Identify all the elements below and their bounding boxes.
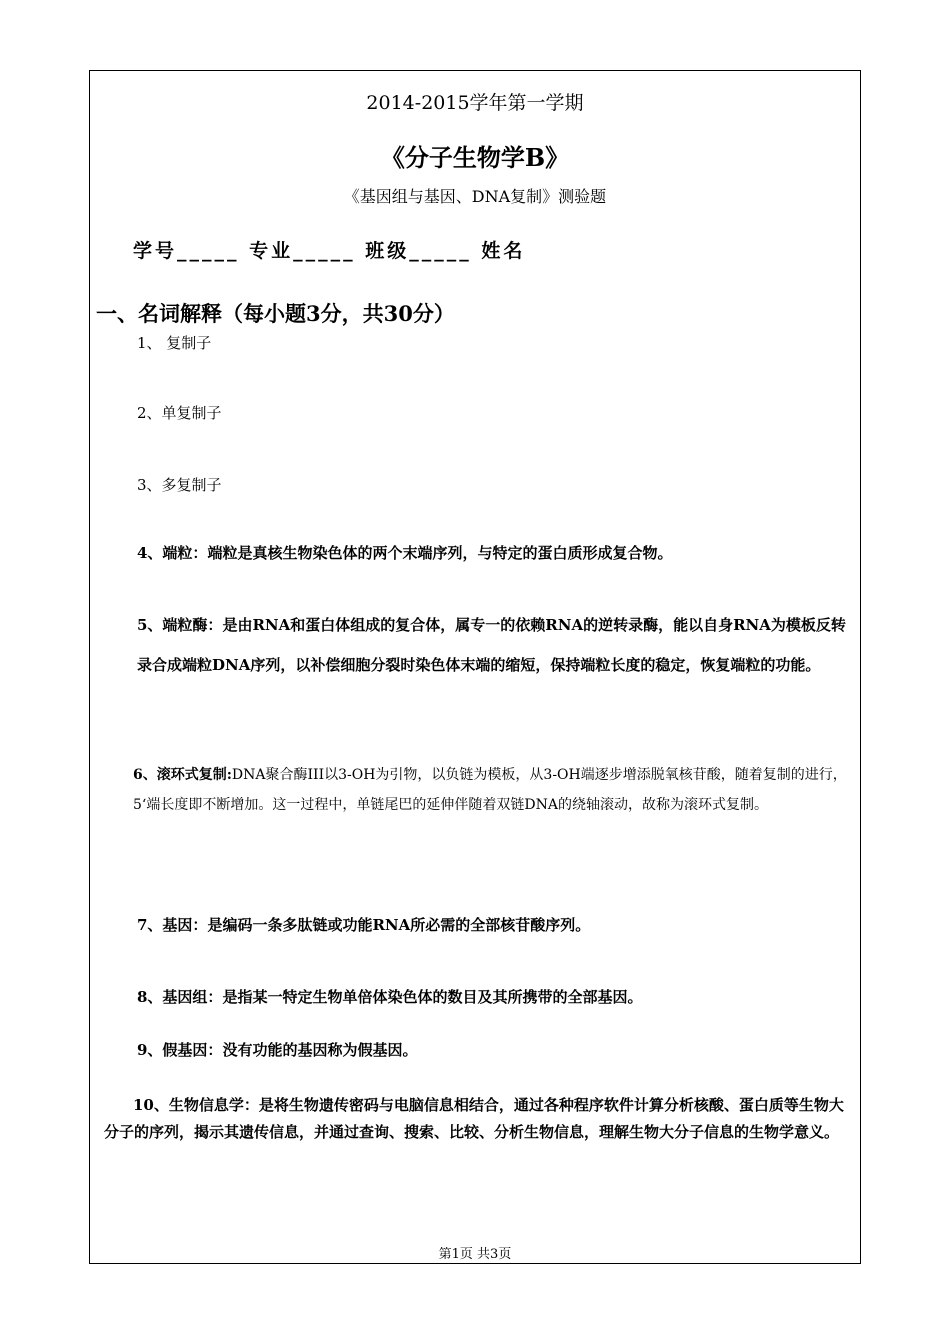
question-5 [137,605,855,685]
page-number: 第1页 共3页 [438,1247,512,1262]
question-8-answer: 是指某一特定生物单倍体染色体的数目及其所携带的全部基因。 [222,988,643,1006]
question-4-answer: 端粒是真核生物染色体的两个末端序列，与特定的蛋白质形成复合物。 [207,544,673,562]
question-5-answer: 是由RNA和蛋白体组成的复合体，属专一的依赖RNA的逆转录酶，能以自身RNA为模板反转录合成端粒DNA序列，以补偿细胞分裂时染色体末端的缩短，保持端粒长度的稳定，恢复端粒的功能。 [137,616,846,674]
question-7-answer: 是编码一条多肽链或功能RNA所必需的全部核苷酸序列。 [207,916,591,934]
question-2: 2、单复制子 [137,404,222,422]
question-3: 3、多复制子 [137,476,222,494]
section-title: 一、名词解释（每小题3分，共30分） [96,301,455,326]
question-4-label: 4、端粒： [137,544,208,562]
question-6-answer: DNA聚合酶III以3-OH为引物，以负链为模板，从3-OH端逐步增添脱氧核苷酸，随着复制的进行，5‘端长度即不断增加。这一过程中，单链尾巴的延伸伴随着双链DNA的绕轴滚动，故称为滚环式复制。 [133,767,847,813]
question-9-label: 9、假基因： [137,1041,223,1059]
question-8 [137,977,849,1017]
question-1: 1、 复制子 [137,334,212,352]
question-9-answer: 没有功能的基因称为假基因。 [222,1041,418,1059]
student-info-fields: 学号_____ 专业_____ 班级_____ 姓名 [133,240,526,262]
question-4 [137,533,849,573]
question-10 [104,1092,846,1146]
question-10-label: 10、生物信息学： [133,1096,259,1114]
quiz-subtitle: 《基因组与基因、DNA复制》测验题 [343,187,607,206]
course-title: 《分子生物学B》 [380,143,570,172]
question-6 [133,760,855,820]
question-7-label: 7、基因： [137,916,208,934]
question-7 [137,905,849,945]
question-6-label: 6、滚环式复制: [133,767,232,783]
semester-title: 2014-2015学年第一学期 [366,92,584,114]
question-5-label: 5、端粒酶： [137,616,223,634]
question-10-answer: 是将生物遗传密码与电脑信息相结合，通过各种程序软件计算分析核酸、蛋白质等生物大分子的序列，揭示其遗传信息，并通过查询、搜索、比较、分析生物信息，理解生物大分子信息的生物学意义。 [104,1096,844,1141]
question-9 [137,1030,849,1070]
question-8-label: 8、基因组： [137,988,223,1006]
